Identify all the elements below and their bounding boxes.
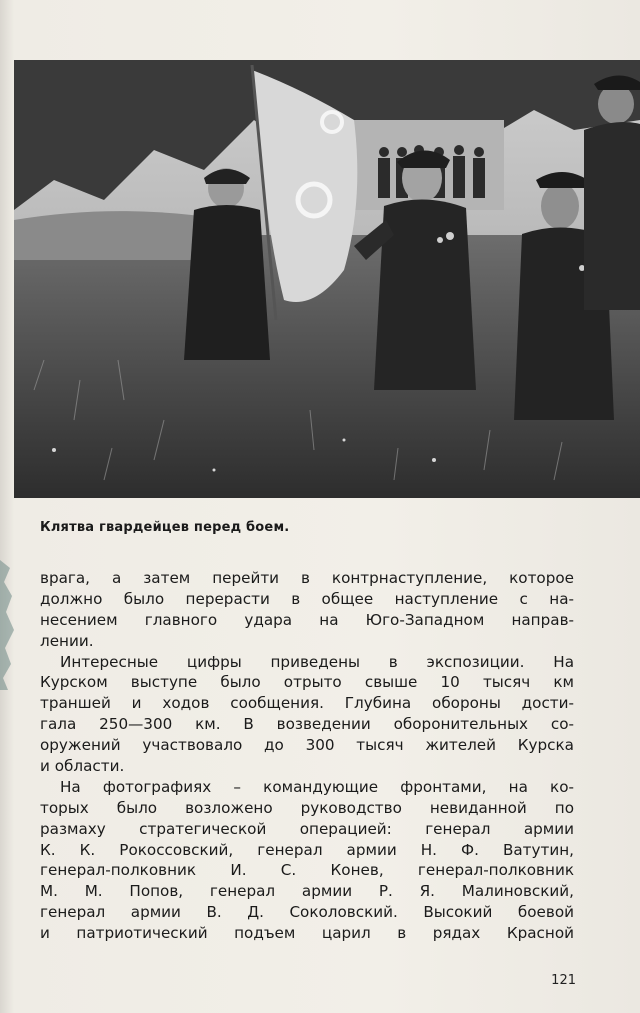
torn-edge-decoration: [0, 560, 16, 690]
text-line: несением главного удара на Юго-Западном направ-: [40, 610, 574, 629]
text-line: генерал армии В. Д. Соколовский. Высокий боевой: [40, 903, 574, 922]
text-line: Курском выступе было отрыто свыше 10 тысяч км: [40, 673, 574, 692]
photo-guards-oath: [14, 60, 640, 498]
text-line: М. М. Попов, генерал армии Р. Я. Малиновский,: [40, 882, 574, 901]
photo-caption: Клятва гвардейцев перед боем.: [40, 520, 290, 535]
text-line: На фотографиях – командующие фронтами, на ко-: [60, 777, 574, 796]
body-text: [40, 568, 574, 944]
text-line: и области.: [40, 757, 125, 776]
text-line: торых было возложено руководство невиданной по: [40, 798, 574, 817]
text-line: К. К. Рокоссовский, генерал армии Н. Ф. Ватутин,: [40, 840, 574, 859]
text-line: оружений участвовало до 300 тысяч жителей Курска: [40, 736, 574, 755]
text-line: должно было перерасти в общее наступление с на-: [40, 589, 574, 608]
photograph-icon: [14, 60, 640, 498]
text-line: Интересные цифры приведены в экспозиции. На: [60, 652, 574, 671]
text-line: генерал-полковник И. С. Конев, генерал-полковник: [40, 861, 574, 880]
text-line: гала 250—300 км. В возведении оборонительных со-: [40, 715, 574, 734]
text-line: траншей и ходов сообщения. Глубина обороны дости-: [40, 694, 574, 713]
text-line: размаху стратегической операцией: генерал армии: [40, 819, 574, 838]
text-line: врага, а затем перейти в контрнаступление, которое: [40, 569, 574, 587]
text-line: лении.: [40, 631, 94, 650]
page-number: 121: [551, 973, 576, 988]
text-line: и патриотический подъем царил в рядах Красной: [40, 924, 574, 943]
